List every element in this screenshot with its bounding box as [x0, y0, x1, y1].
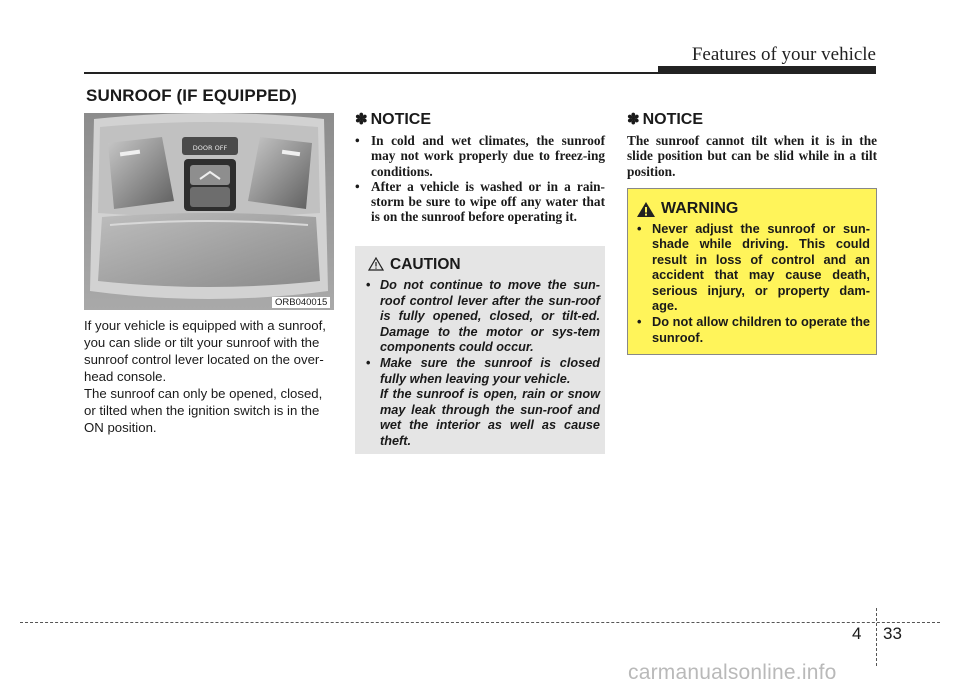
notice-title: NOTICE	[370, 111, 432, 128]
header-rule-accent	[658, 66, 876, 73]
warning-item: • Do not allow children to operate the sunroof.	[632, 314, 870, 345]
page-heading: SUNROOF (IF EQUIPPED)	[86, 86, 297, 105]
notice-item: • In cold and wet climates, the sunroof may not work properly due to freez-ing conditions.	[353, 133, 605, 179]
caution-list	[364, 278, 600, 387]
caution-triangle-icon	[368, 257, 384, 271]
footer-divider	[876, 608, 877, 666]
ignition-paragraph: The sunroof can only be opened, closed, or tilted when the ignition switch is in the ON position.	[84, 386, 323, 435]
notice-star-icon: ✽	[627, 111, 640, 128]
caution-item: • Do not continue to move the sun-roof control lever after the sun-roof is fully opened, closed, or tilt-ed. Damage to the motor or sys-tem components could occur.	[364, 278, 600, 356]
header-section-title: Features of your vehicle	[691, 44, 876, 65]
caution-item: • Make sure the sunroof is closed fully when leaving your vehicle.	[364, 356, 600, 387]
overhead-console-photo	[84, 113, 334, 310]
notice-item: • After a vehicle is washed or in a rain-storm be sure to wipe off any water that is on the sunroof before operating it.	[353, 179, 605, 225]
page-number: 33	[883, 624, 902, 643]
warning-title: WARNING	[661, 200, 739, 217]
warning-item: • Never adjust the sunroof or sun-shade while driving. This could result in loss of control and an accident that may cause death, serious injury, or property dam-age.	[632, 221, 870, 313]
caution-title: CAUTION	[390, 256, 461, 273]
notice-list	[353, 133, 605, 225]
photo-door-label: DOOR OFF	[192, 144, 228, 152]
notice-text-right: The sunroof cannot tilt when it is in the slide position but can be slid while in a tilt position.	[627, 133, 877, 179]
notice-heading	[355, 110, 431, 129]
intro-paragraph: If your vehicle is equipped with a sunroof, you can slide or tilt your sunroof with the sunroof control lever located on the over-head console.	[84, 318, 326, 384]
warning-list	[632, 221, 870, 346]
notice-title: NOTICE	[642, 111, 704, 128]
caution-extra-text: If the sunroof is open, rain or snow may leak through the sun-roof and wet the interior as well as cause theft.	[380, 387, 600, 448]
watermark-text: carmanualsonline.info	[628, 661, 837, 684]
footer-rule	[20, 622, 940, 623]
photo-code-label: ORB040015	[272, 297, 330, 308]
warning-triangle-icon	[636, 201, 656, 218]
notice-star-icon: ✽	[355, 111, 368, 128]
notice-heading-right	[627, 110, 703, 129]
chapter-number: 4	[852, 624, 862, 643]
